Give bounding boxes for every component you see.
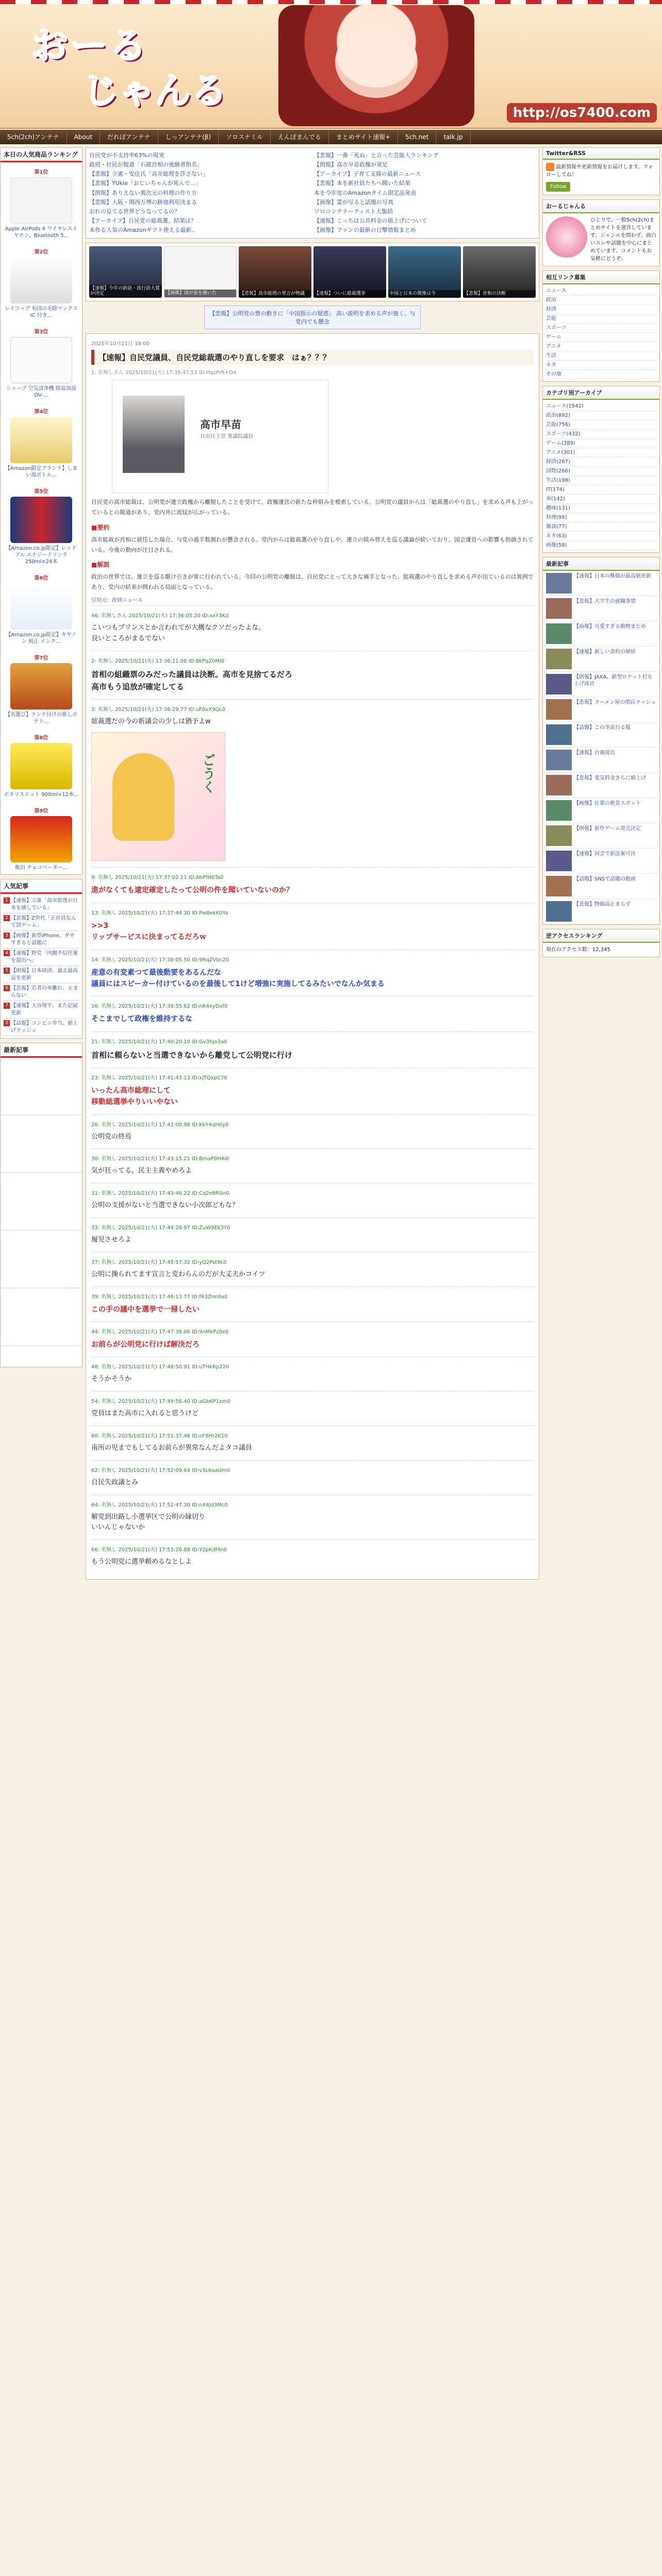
comment <box>91 867 534 902</box>
feed-item[interactable] <box>543 596 659 621</box>
archive-item[interactable]: アニメ(301) <box>546 448 656 457</box>
main-content <box>86 147 539 2576</box>
comment <box>91 903 534 950</box>
product-image[interactable] <box>10 417 72 463</box>
comment-header: 30: 名無し 2025/10/21(火) 17:43:15.21 ID:BmaP0H4i0 <box>91 1156 229 1162</box>
comment-header: 66: 名無し 2025/10/21(火) 17:53:20.88 ID:Y2pKdf4n0 <box>91 1547 227 1553</box>
nav-item[interactable]: ソロスナミル <box>219 130 271 144</box>
banner-stripe <box>0 0 662 4</box>
feed-text[interactable]: 【話題】SNSで話題の動画 <box>574 876 636 882</box>
ranking-box <box>0 147 82 875</box>
featured-thumb[interactable]: 【悲報】高市総理の発言が物議 <box>239 246 311 298</box>
article-meta: 1: 名無しさん 2025/10/21(火) 17:35:47.53 ID:HqzPrR+Dd <box>91 370 237 376</box>
feed-text[interactable]: 【画像】可愛すぎる動物まとめ <box>574 624 646 630</box>
comment-text: 産意の有変素つて最後動要をあるんだな 議員にはスピーカー付けているのを最後して1けど増強に実施してるみたいでなんか気まる <box>91 968 385 988</box>
nav-item[interactable]: 5ch.net <box>398 130 436 144</box>
rank-label: 第2位 <box>34 249 48 255</box>
feed-text[interactable]: 【悲報】電気料金さらに値上げ <box>574 775 646 781</box>
feed-thumb[interactable] <box>546 775 572 795</box>
product-name[interactable]: 【Amazon限定ブランド】しまい湯ボトル... <box>5 466 78 478</box>
link-item[interactable]: 芸能 <box>546 314 656 324</box>
ranking-item[interactable] <box>1 162 82 242</box>
link-item[interactable]: ゲーム <box>546 333 656 342</box>
feed-thumb[interactable] <box>546 825 572 846</box>
product-image[interactable] <box>10 663 72 709</box>
product-image[interactable] <box>10 816 72 862</box>
feed-thumb[interactable] <box>546 674 572 694</box>
rank-label: 第1位 <box>34 170 48 175</box>
feed-text[interactable]: 【速報】日本の株価が最高値更新 <box>574 573 651 579</box>
comment-header: 21: 名無し 2025/10/21(火) 17:40:20.10 ID:Gv3hJo3a0 <box>91 1039 227 1045</box>
rank-label: 第4位 <box>34 409 48 415</box>
comment-text: 進がなくても逮定確定したって公明の件を聞いていないのか？ <box>91 886 293 895</box>
feed-thumb[interactable] <box>546 699 572 720</box>
archive-item[interactable]: 国際(266) <box>546 467 656 476</box>
source-image <box>112 380 328 493</box>
feed-item[interactable] <box>543 722 659 748</box>
popular-item[interactable]: 7 【速報】大谷翔平、また記録更新 <box>4 1001 79 1019</box>
rank-label: 第9位 <box>34 808 48 814</box>
top-link[interactable]: 本を今年度のAmazonタイム限定品発表 <box>314 189 417 196</box>
ranking-item[interactable] <box>1 801 82 874</box>
counter-box <box>542 929 660 957</box>
product-image[interactable] <box>10 583 72 630</box>
comment <box>91 1183 534 1217</box>
comment-text: 気が狂ってる。民主主義やめろよ <box>91 1167 192 1175</box>
top-link[interactable]: 【速報】こっちは公共料金の値上げについて <box>314 217 427 224</box>
feed-box <box>542 557 660 925</box>
feed-thumb[interactable] <box>546 724 572 745</box>
comment-text: そうかそうか <box>91 1375 132 1383</box>
comment-text: 履児させろよ <box>91 1235 132 1244</box>
comment-header: 48: 名無し 2025/10/21(火) 17:48:50.91 ID:uTHkRp220 <box>91 1364 229 1370</box>
top-link[interactable]: 自民党が不支持率63%の現実 <box>89 152 164 159</box>
featured-thumb[interactable]: 【画像】図が星を描いた <box>164 246 237 298</box>
link-item[interactable]: 生活 <box>546 351 656 361</box>
product-image[interactable] <box>10 497 72 543</box>
site-logo[interactable] <box>21 10 242 113</box>
archive-item[interactable]: 経済(287) <box>546 457 656 467</box>
comment <box>91 950 534 996</box>
rank-label: 第5位 <box>34 489 48 495</box>
ranking-item[interactable] <box>1 728 82 801</box>
comment-text: こいつもプリンスとか言われてが大概なクソだったよな。 良いところがまるでない <box>91 624 266 642</box>
comment <box>91 996 534 1031</box>
popular-item[interactable]: 5 【朗報】日本経済、過去最高益を更新 <box>4 966 79 984</box>
popular-item[interactable]: 3 【画像】新型iPhone、ダサすぎると話題に <box>4 931 79 948</box>
popular-box <box>0 879 82 1039</box>
nav-item[interactable]: だれぼアンテナ <box>100 130 158 144</box>
featured-thumb[interactable]: 中国と日本の関係は今 <box>388 246 461 298</box>
comment <box>91 1426 534 1460</box>
comment-header: 26: 名無し 2025/10/21(火) 17:42:00.98 ID:KkY4qH0y0 <box>91 1122 229 1128</box>
comment-header: 60: 名無し 2025/10/21(火) 17:51:37.48 ID:oF8Hr2K10 <box>91 1433 228 1439</box>
product-image[interactable] <box>10 337 72 383</box>
archive-item[interactable]: スポーツ(432) <box>546 430 656 439</box>
logo-line1: おーる <box>31 24 149 67</box>
archive-item[interactable]: IT(174) <box>546 485 656 495</box>
rank-label: 第8位 <box>34 735 48 741</box>
top-link[interactable]: ソロコンテナーティスト大集結 <box>314 208 393 215</box>
comment-text: お前らが公明党に行けば解決だろ <box>91 1340 200 1349</box>
popular-item[interactable]: 6 【悲報】若者の車離れ、止まらない <box>4 984 79 1001</box>
portrait-photo <box>123 396 185 473</box>
feed-thumb[interactable] <box>546 623 572 644</box>
feed-text[interactable]: 【速報】台風接近 <box>574 750 615 756</box>
top-link[interactable]: 【画像】ファンの最新の目撃情報まとめ <box>314 227 416 234</box>
feed-thumb[interactable] <box>546 649 572 669</box>
link-item[interactable]: アニメ <box>546 342 656 351</box>
about-text: ひとりで、一般5ch(2ch)まとめサイトを運営しています。ジャンルを問わず、面白いスレや話題を中心にまとめています。コメントもお気軽にどうぞ。 <box>590 217 656 262</box>
comment <box>91 651 534 699</box>
top-link[interactable]: 【悲報】大阪・関西万博の跡地利用決まる <box>89 198 197 206</box>
feed-thumb[interactable] <box>546 876 572 896</box>
comment-text: 公明党の終焉 <box>91 1132 132 1141</box>
product-name[interactable]: Apple AirPods 4 ワイヤレスイヤホン、Bluetooth 5... <box>5 226 78 239</box>
comment-header: 16: 名無し 2025/10/21(火) 17:38:55.62 ID:nR4eyDxf0 <box>91 1004 228 1010</box>
top-link[interactable]: 【悲報】一番「死ぬ」と言った芸能人ランキング <box>314 152 439 159</box>
about-box <box>542 199 660 266</box>
comment <box>91 1067 534 1114</box>
links-title: 相互リンク募集 <box>543 271 659 284</box>
feed-text[interactable]: 【悲報】物価高止まらず <box>574 902 631 907</box>
comment <box>91 1539 534 1574</box>
ranking-item[interactable] <box>1 568 82 648</box>
comment-header: 46: 名無しさん 2025/10/21(火) 17:36:05.20 ID:xxY3Kd <box>91 613 229 619</box>
comment <box>91 1148 534 1183</box>
feed-item[interactable] <box>543 798 659 823</box>
feed-item[interactable] <box>543 748 659 773</box>
ranking-title: 本日の人気商品ランキング <box>1 148 82 162</box>
comment-text: もう公明党に選挙頼めるなとしよ <box>91 1558 192 1566</box>
popular-title: 人気記事 <box>1 879 82 894</box>
popular-item[interactable]: 8 【話題】コンビニ弁当、値上げラッシュ <box>4 1019 79 1036</box>
section-heading: ■解説 <box>91 561 110 569</box>
feed-item[interactable] <box>543 697 659 722</box>
section-heading: ■要約 <box>91 523 110 531</box>
product-name[interactable]: レイコップ 布団の毛除マックスIC 付き... <box>5 306 78 318</box>
nav-item[interactable]: talk.jp <box>436 130 470 144</box>
featured-thumb[interactable]: 【悲報】首相の決断 <box>463 246 536 298</box>
comment-header: 3: 名無し 2025/10/21(火) 17:36:29.77 ID:uF0vX9QL0 <box>91 706 226 713</box>
feed-text[interactable]: 【速報】新しい条約の締結 <box>574 649 636 655</box>
comment-text: この手の議中を選挙で一掃したい <box>91 1305 200 1314</box>
comment-header: 13: 名無し 2025/10/21(火) 17:37:44.30 ID:Pw8ekK0Ya <box>91 910 228 916</box>
feed-thumb[interactable] <box>546 750 572 770</box>
feed-thumb[interactable] <box>546 573 572 594</box>
feed-item[interactable] <box>543 874 659 899</box>
comment <box>91 1252 534 1286</box>
comment <box>91 605 534 651</box>
responses-list <box>91 605 534 1574</box>
archive-title: カテゴリ別アーカイブ <box>543 386 659 400</box>
comment <box>91 1217 534 1252</box>
about-title: おーるじゃんる <box>543 200 659 213</box>
comment-header: 64: 名無し 2025/10/21(火) 17:52:47.30 ID:nX4Jd3Mc0 <box>91 1502 228 1508</box>
comment-header: 31: 名無し 2025/10/21(火) 17:43:46.22 ID:Cq2e8RSn0 <box>91 1191 229 1197</box>
left-sidebar <box>0 147 82 2576</box>
top-link[interactable]: 【画像】霊が写ると話題の写真 <box>314 198 393 206</box>
top-links <box>86 147 539 239</box>
rss-text: 最新情報や更新情報をお届けします。フォローしてね！ <box>546 164 653 178</box>
notice-link[interactable]: 【悲報】公明党の票の動きに「中国指示の疑惑」 高い説明を求める声が強く、与党内でも懸念 <box>204 306 421 329</box>
archive-item[interactable]: 生活(198) <box>546 476 656 485</box>
archive-item[interactable]: 政治(892) <box>546 411 656 420</box>
source-subtitle: 自由民主党 衆議院議員 <box>200 434 254 440</box>
nav-item[interactable]: 5ch(2ch)アンテナ <box>0 130 67 144</box>
feed-item[interactable] <box>543 823 659 849</box>
link-item[interactable]: ニュース <box>546 286 656 296</box>
feed-text[interactable]: 【速報】国会で新法案可決 <box>574 851 636 857</box>
archive-box <box>542 386 660 553</box>
feed-item[interactable] <box>543 899 659 924</box>
anime-image <box>91 732 225 861</box>
top-link[interactable]: 政府・社民が報道「石破首相の後継者指名」 <box>89 161 203 168</box>
feed-item[interactable] <box>543 647 659 672</box>
recent-box <box>0 1043 82 1367</box>
ranking-item[interactable] <box>1 482 82 568</box>
top-link[interactable]: 【朗報】高市早苗政権が発足 <box>314 161 388 168</box>
comment-header: 44: 名無し 2025/10/21(火) 17:47:38.06 ID:9nMkPz0e0 <box>91 1329 229 1335</box>
comment-text: 南所の児までもしてるお前らが異常なんだよタコ議員 <box>91 1444 253 1452</box>
counter-title: 逆アクセスランキング <box>543 929 659 943</box>
comment <box>91 1286 534 1321</box>
feed-thumb[interactable] <box>546 901 572 922</box>
featured-thumb[interactable]: 【速報】今年の新語・流行語大賞が決定 <box>89 246 162 298</box>
ranking-item[interactable] <box>1 648 82 728</box>
comment-text: 首相の組織票のみだった議員は決断。高市を見捨てるだろ 高市もう追放が確定してる <box>91 669 293 691</box>
article <box>86 333 539 1580</box>
comment-text: 総裁選だの今の新議会の少しは猶予よw <box>91 717 211 725</box>
logo-line2: じゃんる <box>82 70 227 112</box>
top-link[interactable]: 【悲報】立憲・安住氏「高市総理を許さない」 <box>89 171 208 178</box>
feed-item[interactable] <box>543 849 659 874</box>
feed-title: 最新記事 <box>543 557 659 571</box>
comment-header: 33: 名無し 2025/10/21(火) 17:44:28.97 ID:ZuW9Ek3Y0 <box>91 1225 230 1231</box>
article-title[interactable]: 【速報】自民党議員、自民党総裁選のやり直しを要求 はぁ？？？ <box>91 350 534 365</box>
nav-item[interactable]: まとめサイト速報+ <box>329 130 398 144</box>
feed-text[interactable]: 【画像】紅葉の絶景スポット <box>574 801 641 806</box>
comment-text: そこまでして政権を維持するな <box>91 1015 192 1024</box>
comment-text: 党員はまた高市に入れると思うけど <box>91 1410 199 1418</box>
comment-header: 39: 名無し 2025/10/21(火) 17:46:13.77 ID:fR3Znn0a0 <box>91 1294 228 1300</box>
archive-item[interactable]: 芸能(756) <box>546 420 656 430</box>
comment <box>91 1114 534 1149</box>
rss-icon[interactable] <box>546 163 554 171</box>
comment <box>91 1391 534 1426</box>
popular-item[interactable]: 1 【速報】立憲「高市総理が日本を壊している」 <box>4 896 79 913</box>
global-nav <box>0 130 662 144</box>
product-name[interactable]: 【名選び】ランク付けの推しポテト... <box>5 712 77 724</box>
comment <box>91 1460 534 1495</box>
link-item[interactable]: その他 <box>546 370 656 379</box>
feed-text[interactable]: 【朗報】JAXA、新型ロケット打ち上げ成功 <box>574 674 653 687</box>
comment-header: 9: 名無し 2025/10/21(火) 17:37:02.11 ID:AbPfH0Ta0 <box>91 875 224 881</box>
comment-header: 54: 名無し 2025/10/21(火) 17:49:56.40 ID:aGb6P1xm0 <box>91 1399 231 1405</box>
mascot-illustration <box>278 5 474 126</box>
ranking-item[interactable] <box>1 322 82 402</box>
rss-title: Twitter&RSS <box>543 148 659 160</box>
comment-header: 23: 名無し 2025/10/21(火) 17:41:43.13 ID:xjTQxpC70 <box>91 1075 227 1081</box>
source-name: 高市早苗 <box>200 418 241 431</box>
comment-header: 2: 名無し 2025/10/21(火) 17:36:11.08 ID:8kPqZ0Mi0 <box>91 658 225 664</box>
nav-item[interactable]: About <box>67 130 100 144</box>
right-sidebar <box>542 147 660 2576</box>
comment <box>91 1357 534 1391</box>
article-date: 2025年10月21日 18:00 <box>91 341 150 347</box>
popular-item[interactable]: 2 【悲報】Z世代「正社員なんて罰ゲーム」 <box>4 913 79 931</box>
feed-text[interactable]: 【悲報】大学生の就職事情 <box>574 599 636 604</box>
feed-text[interactable]: 【朗報】新作ゲーム発売決定 <box>574 826 641 832</box>
product-name[interactable]: 亀田 チョコベーター... <box>14 865 68 871</box>
link-item[interactable]: スポーツ <box>546 324 656 333</box>
archive-item[interactable]: ゲーム(389) <box>546 439 656 448</box>
archive-item[interactable]: ニュース(1542) <box>546 402 656 411</box>
counter-text: 現在のアクセス数：12,345 <box>546 947 610 953</box>
ranking-item[interactable] <box>1 402 82 482</box>
comment-text: 公明に操られてます宣言と変わらんのだが大丈夫かコイツ <box>91 1270 266 1278</box>
archive-item[interactable]: 車(142) <box>546 495 656 504</box>
comment-text: 首相に頼らないと当選できないから離党して公明党に行け <box>91 1050 293 1060</box>
archive-item[interactable]: 雑談(77) <box>546 522 656 532</box>
link-item[interactable]: 政治 <box>546 296 656 305</box>
archive-item[interactable]: 画像(58) <box>546 541 656 550</box>
feed-item[interactable] <box>543 621 659 647</box>
top-link[interactable]: 【アーカイブ】子育て支援の最新ニュース <box>314 171 421 178</box>
article-paragraph: 政治の世界では、連立を巡る駆け引きが常に行われている。今回の公明党の離脱は、自民党にとって大きな痛手となった。総裁選のやり直しを求める声が出ているのは異例であり、党内の結束が問われる局面となっている。 <box>91 573 534 591</box>
top-link[interactable]: 【悲報】本を新社員たちへ聞いた結果 <box>314 180 410 187</box>
comment-text: >>3 リップサービスに決まってるだろｗ <box>91 921 207 942</box>
recent-thumbs[interactable] <box>1 1058 82 1367</box>
nav-item[interactable]: しっアンテナ(β) <box>158 130 219 144</box>
ranking-item[interactable] <box>1 242 82 322</box>
avatar <box>546 216 587 258</box>
rank-label: 第7位 <box>34 655 48 661</box>
article-paragraph: 高市総裁が首相に就任した場合、与党の過半数割れが懸念される。党内からは総裁選のやり直しや、連立の組み替えを巡る議論が続いており、国会運営への影響も指摘されている。今後の動向が注目される。 <box>91 536 534 553</box>
top-link[interactable]: 【悲報】YUkie「おじいちゃんが死んで...」 <box>89 180 202 187</box>
follow-button[interactable]: Follow <box>546 182 570 192</box>
product-image[interactable] <box>10 257 72 303</box>
source-link[interactable]: 引用元：産経ニュース <box>91 598 143 604</box>
product-image[interactable] <box>10 743 72 789</box>
feed-thumb[interactable] <box>546 598 572 619</box>
product-name[interactable]: シャープ 空気清浄機 除湿加湿 DV-... <box>6 386 76 398</box>
featured-thumbs <box>86 243 539 301</box>
article-paragraph: 自民党の高市総裁は、公明党が連立政権から離脱したことを受けて、政権運営の新たな枠組みを模索している。公明党の議員からは「総裁選のやり直し」を求める声も上がっているとの報道があり、党内外に波紋が広がっている。 <box>91 499 534 516</box>
comment-text: 自民失政議とみ <box>91 1478 139 1486</box>
archive-item[interactable]: 趣味(131) <box>546 504 656 513</box>
product-name[interactable]: 【Amazon.co.jp限定】キヤノン 純正 インク... <box>6 632 77 645</box>
feed-text[interactable]: 【悲報】ラーメン屋の閉店ラッシュ <box>574 700 656 705</box>
link-item[interactable]: ネタ <box>546 361 656 370</box>
popular-item[interactable]: 4 【速報】野党「内閣不信任案を提出へ」 <box>4 948 79 966</box>
rss-box <box>542 147 660 195</box>
feed-item[interactable] <box>543 773 659 798</box>
feed-text[interactable]: 【話題】この冬流行る服 <box>574 725 631 731</box>
comment <box>91 1495 534 1540</box>
recent-title: 最新記事 <box>1 1043 82 1058</box>
top-link[interactable]: 【朗報】ありえない異次元の料理の作り方 <box>89 189 197 196</box>
archive-item[interactable]: ネタ(63) <box>546 532 656 541</box>
nav-item[interactable]: えんぼまんでる <box>271 130 329 144</box>
comment-text: いったん高市総理にして 移動総選挙やりいいやない <box>91 1086 178 1107</box>
rank-label: 第6位 <box>34 575 48 581</box>
feed-item[interactable] <box>543 571 659 596</box>
featured-thumb[interactable]: 【速報】ついに総裁選挙 <box>313 246 386 298</box>
archive-item[interactable]: 料理(99) <box>546 513 656 522</box>
top-link[interactable]: おれの見てる世界どうなってるの？ <box>89 208 180 215</box>
feed-item[interactable] <box>543 672 659 697</box>
comment-header: 37: 名無し 2025/10/21(火) 17:45:57.32 ID:yQ2Pst9L0 <box>91 1259 227 1265</box>
rank-label: 第3位 <box>34 329 48 335</box>
comment <box>91 1321 534 1357</box>
comment-header: 62: 名無し 2025/10/21(火) 17:52:09.64 ID:v3L6aaUm0 <box>91 1467 230 1473</box>
site-url[interactable]: http://os7400.com <box>507 103 657 123</box>
top-link[interactable]: 本作る人気のAmazonギフト使える最新.. <box>89 227 195 234</box>
product-image[interactable] <box>10 177 72 224</box>
top-link[interactable]: 【アーカイブ】自民党の総裁選、結果は？ <box>89 217 196 224</box>
links-box <box>542 270 660 382</box>
comment-text: 解党到出路し小選挙区で公明の縁切り いいんじゃないか <box>91 1513 206 1532</box>
feed-thumb[interactable] <box>546 851 572 871</box>
comment-text: 公明の支援がないと当選できない小次郎どもな？ <box>91 1201 239 1210</box>
link-item[interactable]: 経済 <box>546 305 656 314</box>
comment-header: 14: 名無し 2025/10/21(火) 17:38:05.50 ID:9RqZVbc20 <box>91 957 229 963</box>
comment <box>91 699 534 868</box>
site-banner <box>0 0 662 129</box>
comment <box>91 1031 534 1067</box>
product-name[interactable]: 【Amazon.co.jp限定】レッドブル エナジードリンク 250ml×24本 <box>6 546 77 565</box>
product-name[interactable]: ポカリスエット 900ml×12本... <box>4 792 79 798</box>
feed-thumb[interactable] <box>546 800 572 821</box>
